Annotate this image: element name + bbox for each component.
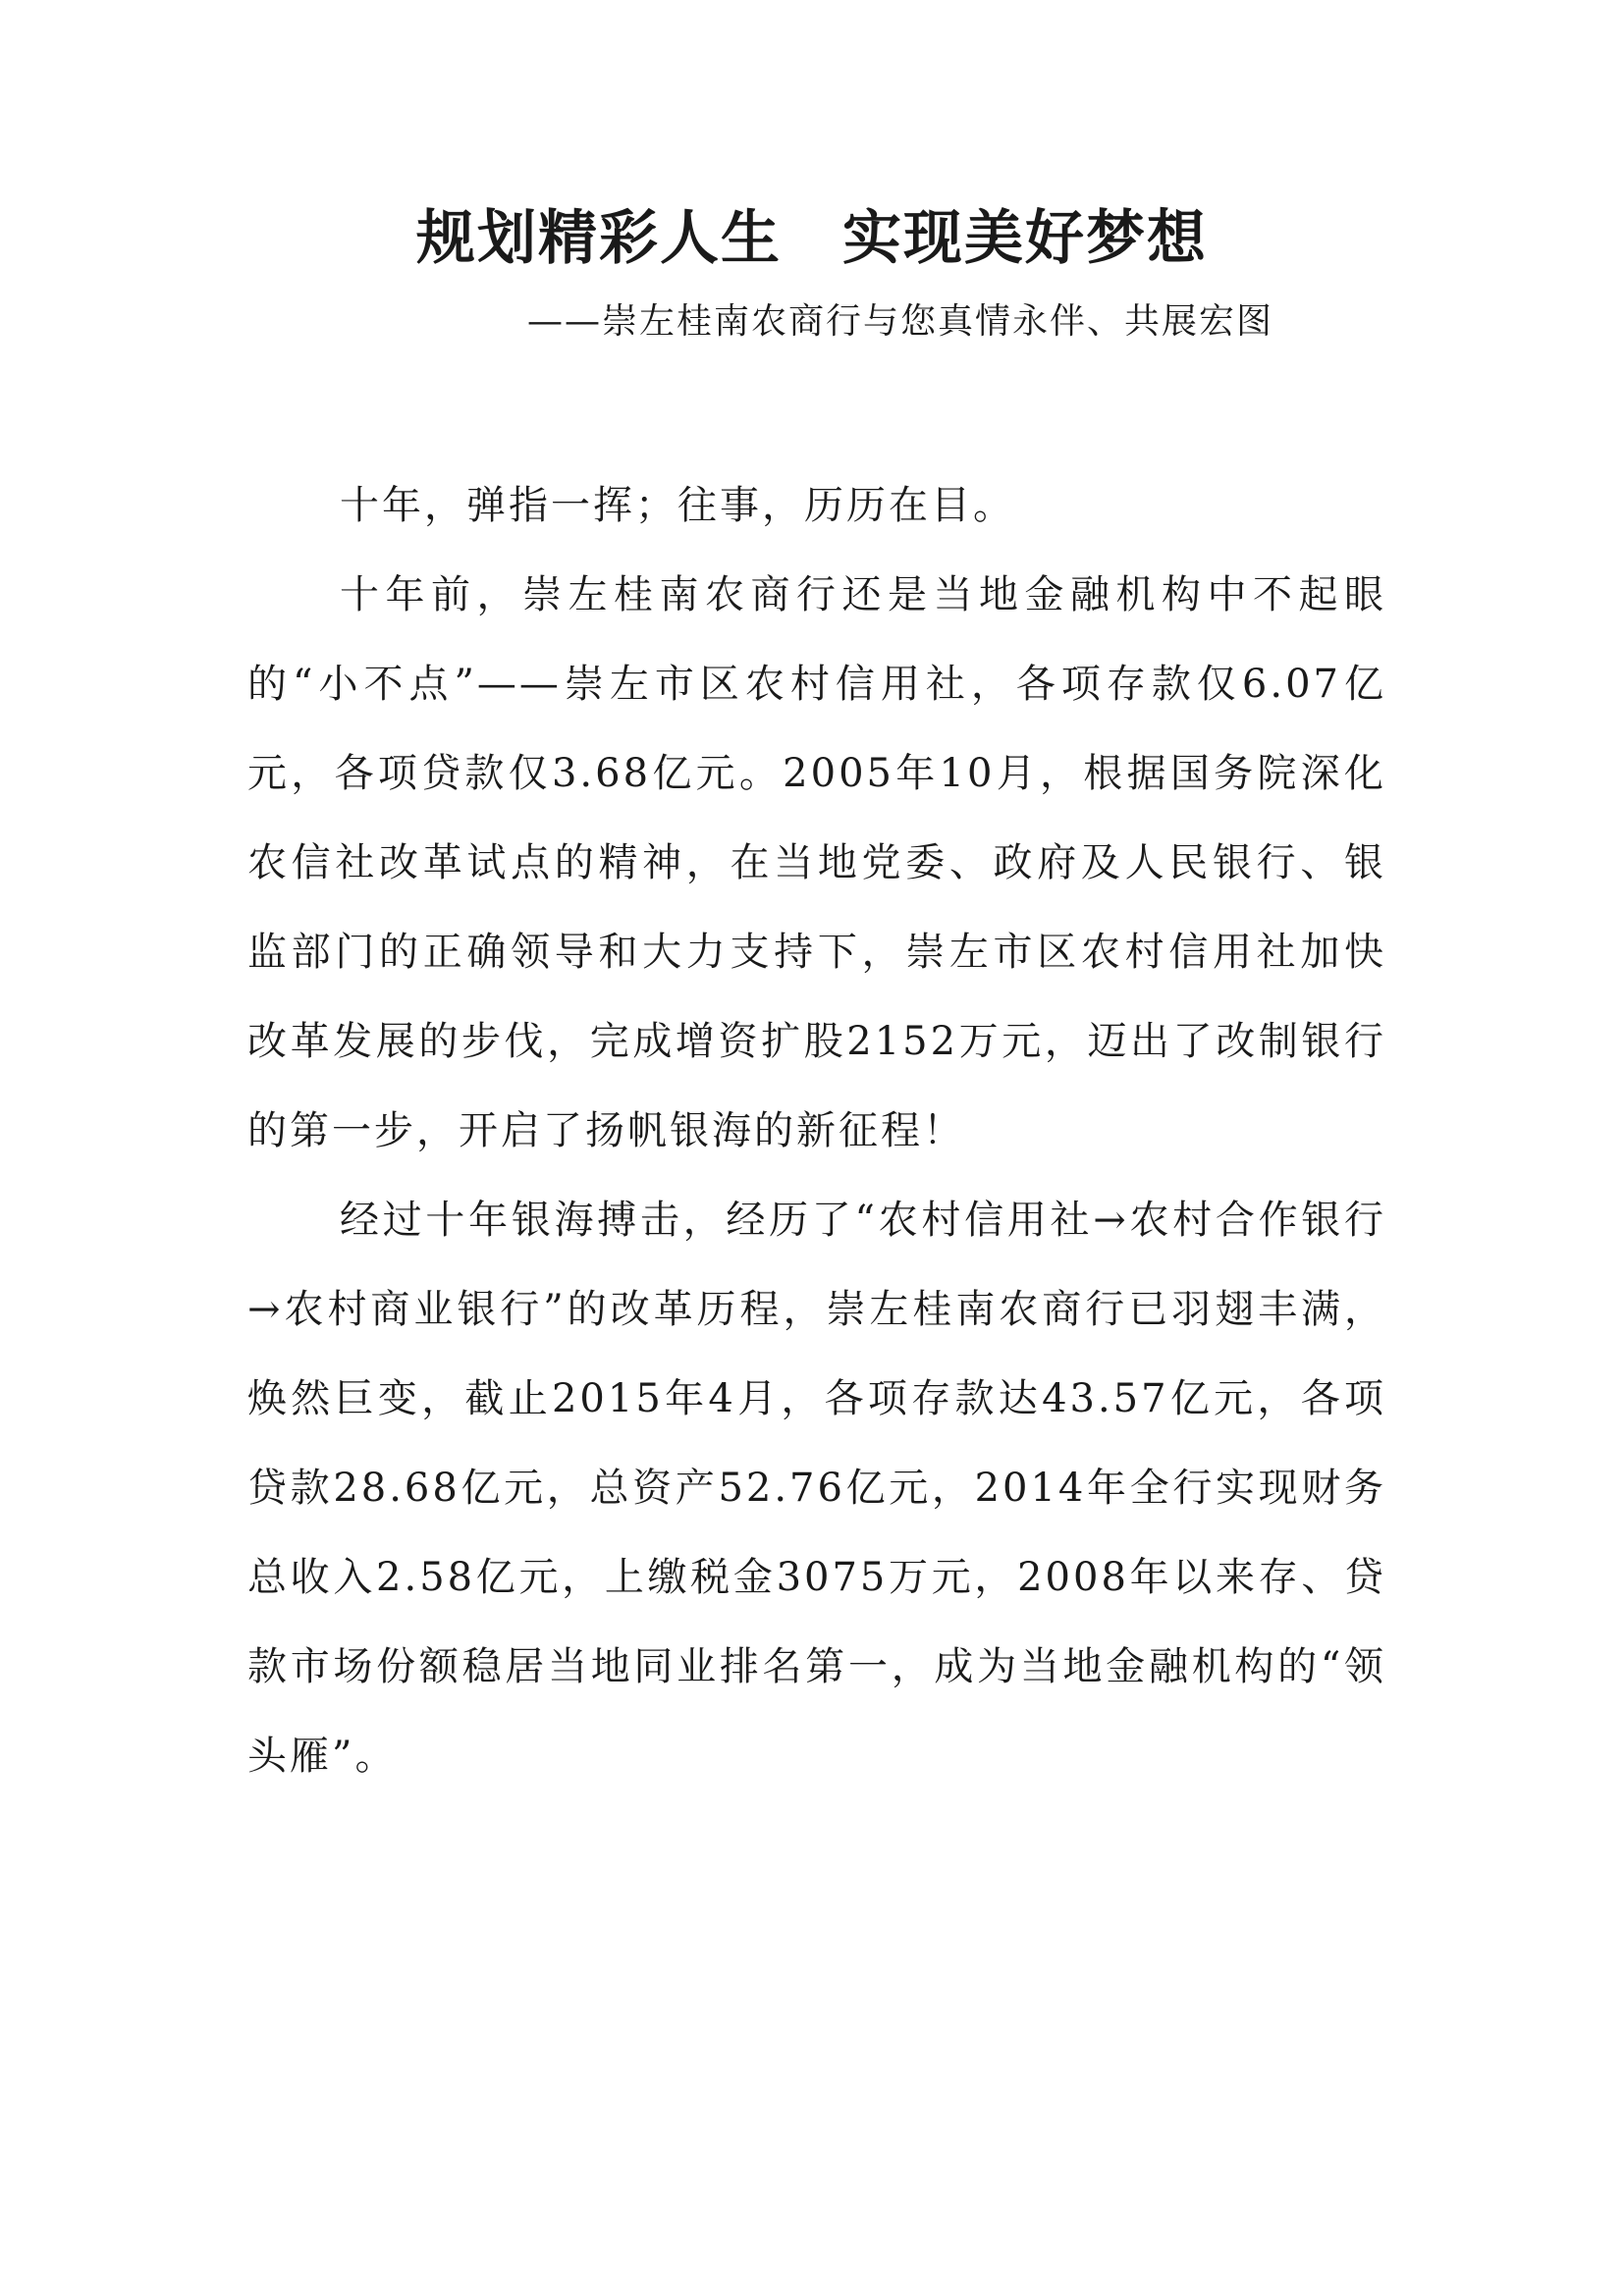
paragraph-3: 经过十年银海搏击，经历了“农村信用社→农村合作银行→农村商业银行”的改革历程，崇左桂南农商行已羽翅丰满，焕然巨变，截止2015年4月，各项存款达43.57亿元，各项贷款28.68亿元，总资产52.76亿元，2014年全行实现财务总收入2.58亿元，上缴税金3075万元，2008年以来存、贷款市场份额稳居当地同业排名第一，成为当地金融机构的“领头雁”。 (247, 1198, 1386, 1779)
document-subtitle-text: ——崇左桂南农商行与您真情永伴、共展宏图 (526, 301, 1273, 342)
document-subtitle (0, 294, 1624, 349)
paragraph-2: 十年前，崇左桂南农商行还是当地金融机构中不起眼的“小不点”——崇左市区农村信用社，各项存款仅6.07亿元，各项贷款仅3.68亿元。2005年10月，根据国务院深化农信社改革试点的精神，在当地党委、政府及人民银行、银监部门的正确领导和大力支持下，崇左市区农村信用社加快改革发展的步伐，完成增资扩股2152万元，迈出了改制银行的第一步，开启了扬帆银海的新征程！ (247, 572, 1386, 1153)
document-body (247, 461, 1386, 1801)
document-title: 规划精彩人生 实现美好梦想 (416, 204, 1208, 273)
paragraph-1: 十年，弹指一挥；往事，历历在目。 (340, 483, 1015, 528)
